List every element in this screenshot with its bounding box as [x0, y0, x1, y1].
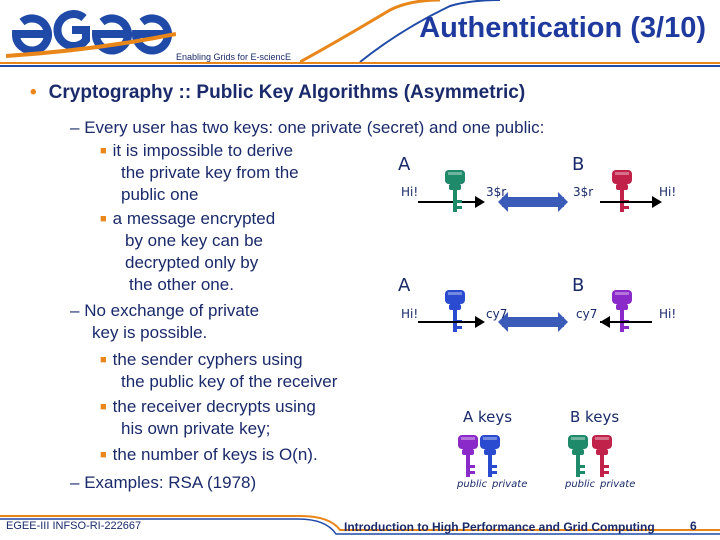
sub-bullet-4: ■ the receiver decrypts using [100, 397, 316, 416]
row2-cipher-left: cy7 [486, 307, 508, 321]
row1-label-a: A [398, 154, 411, 175]
s1-line3: public one [121, 185, 199, 204]
footer-course-title: Introduction to High Performance and Grid Computing [344, 520, 655, 534]
sub-bullet-1: ■ it is impossible to derive [100, 141, 294, 160]
row1-arrow-right [600, 196, 662, 208]
row2-key-b [612, 290, 632, 332]
row2 [418, 290, 652, 332]
s4-line2: his own private key; [121, 419, 271, 438]
legend-a-public-key [458, 435, 478, 477]
legend-b-public-key [568, 435, 588, 477]
row2-msg-right: Hi! [659, 307, 677, 321]
header-rule [0, 62, 720, 68]
header [0, 0, 720, 64]
row1-key-b [612, 170, 632, 212]
legend-a-private-key [480, 435, 500, 477]
legend-b-public: public [565, 479, 596, 490]
bullet-l2a-text: Every user has two keys: one private (secret) and one public: [84, 118, 545, 137]
page-number: 6 [690, 519, 697, 533]
row2-cipher-right: cy7 [576, 307, 598, 321]
legend-a-public: public [457, 479, 488, 490]
s2-line4: the other one. [129, 275, 234, 294]
row1-key-a2 [445, 170, 465, 212]
bullet-l2c: – Examples: RSA (1978) [70, 473, 257, 492]
row1-cipher-right: 3$r [573, 185, 594, 199]
bullet-l1-text: Cryptography :: Public Key Algorithms (Asymmetric) [48, 82, 526, 103]
legend-b-private: private [600, 479, 636, 490]
s3-line1: the sender cyphers using [112, 350, 303, 369]
row1-label-b: B [572, 154, 585, 175]
s4-line1: the receiver decrypts using [112, 397, 316, 416]
sub-bullet-3: ■ the sender cyphers using [100, 350, 303, 369]
bullet-l1 [30, 82, 525, 104]
s5-text: the number of keys is O(n). [112, 445, 318, 464]
row2-key-a [445, 290, 465, 332]
row1-cipher-left: 3$r [486, 185, 507, 199]
row1-msg-left: Hi! [401, 185, 419, 199]
legend-a-private: private [492, 479, 528, 490]
row2-label-a: A [398, 275, 411, 296]
legend-b-keys: B keys [570, 408, 620, 426]
egee-logo [6, 4, 176, 60]
s1-line1: it is impossible to derive [112, 141, 294, 160]
row1-transfer-arrow [498, 192, 568, 212]
tagline: Enabling Grids for E-sciencE [176, 52, 292, 62]
sub-bullet-5: ■ the number of keys is O(n). [100, 445, 318, 464]
row1 [418, 170, 662, 212]
row1-arrow-left [418, 196, 485, 208]
sub-bullet-2: ■ a message encrypted [100, 209, 276, 228]
page-title: Authentication (3/10) [419, 12, 706, 44]
l2b-line1: No exchange of private [84, 301, 260, 320]
legend-a-keys: A keys [463, 408, 513, 426]
s1-line2: the private key from the [121, 163, 299, 182]
s2-line1: a message encrypted [112, 209, 276, 228]
l2c-text: Examples: RSA (1978) [84, 473, 257, 492]
row2-label-b: B [572, 275, 585, 296]
row2-arrow-left [418, 316, 485, 328]
l2b-line2: key is possible. [92, 323, 208, 342]
bullet-l2a: – Every user has two keys: one private (secret) and one public: [70, 118, 545, 137]
legend-b-private-key [592, 435, 612, 477]
s2-line3: decrypted only by [125, 253, 259, 272]
bullet-l2b: – No exchange of private [70, 301, 260, 320]
row1-msg-right: Hi! [659, 185, 677, 199]
row2-msg-left: Hi! [401, 307, 419, 321]
bullet-dot: • [30, 82, 37, 103]
row2-transfer-arrow [498, 312, 568, 332]
s2-line2: by one key can be [125, 231, 263, 250]
s3-line2: the public key of the receiver [121, 372, 338, 391]
footer-project-id: EGEE-III INFSO-RI-222667 [6, 520, 142, 532]
